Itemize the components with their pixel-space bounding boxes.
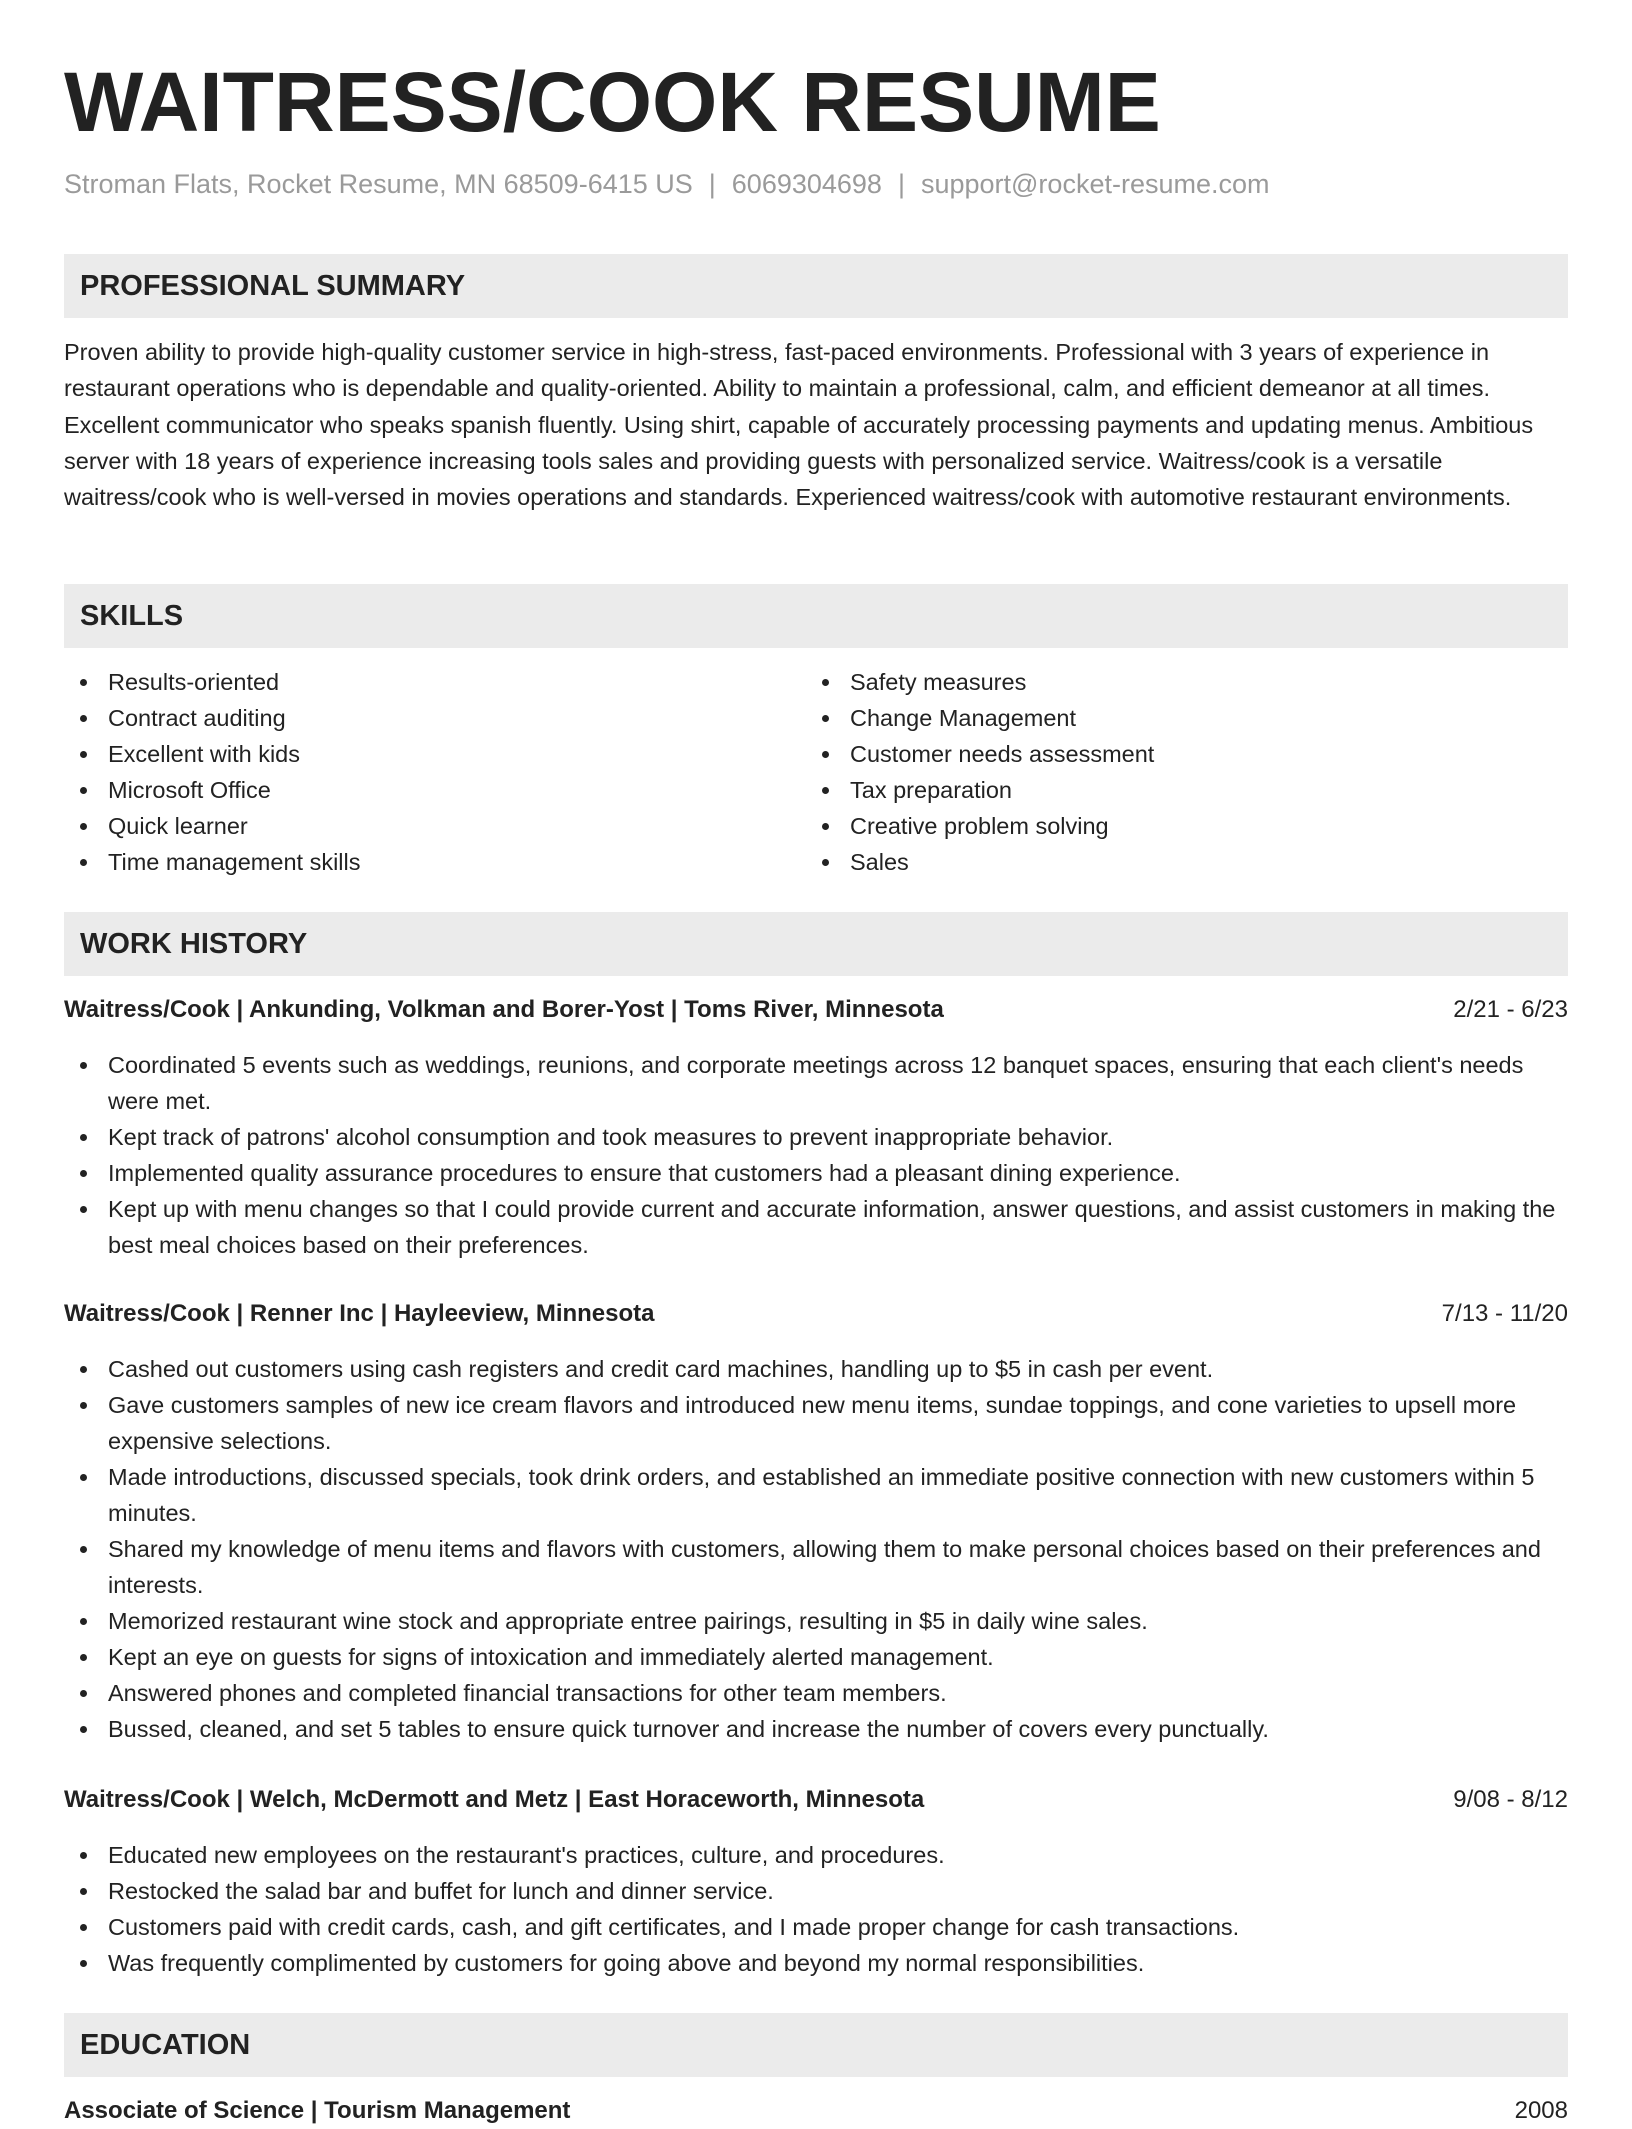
summary-text: Proven ability to provide high-quality customer service in high-stress, fast-paced environments. Professional with 3 years of experience in restaurant operations who is dependable and quality-oriented. Ability to maintain a professional, calm, and efficient demeanor at all times. Excellent communicator who speaks spanish fluently. Using shirt, capable of accurately processing payments and updating menus. Ambitious server with 18 years of experience increasing tools sales and providing guests with personalized service. Waitress/cook is a versatile waitress/cook who is well-versed in movies operations and standards. Experienced waitress/cook with automotive restaurant environments.	[64, 339, 1534, 511]
contact-separator: |	[897, 169, 905, 199]
job-bullet: Kept up with menu changes so that I could provide current and accurate information, answer questions, and assist customers in making the best meal choices based on their preferences.	[64, 1191, 1568, 1263]
skill-item: Customer needs assessment	[806, 736, 1506, 772]
contact-line	[64, 164, 1270, 204]
job-dates: 7/13 - 11/20	[1441, 1300, 1568, 1327]
job-header	[64, 1296, 1568, 1332]
job-title: Waitress/Cook | Renner Inc | Hayleeview, Minnesota	[64, 1300, 655, 1327]
section-header-work-history: WORK HISTORY	[64, 912, 1568, 976]
job-bullets	[64, 1351, 1568, 1747]
resume-title: WAITRESS/COOK RESUME	[64, 55, 1161, 149]
job-bullet: Restocked the salad bar and buffet for lunch and dinner service.	[64, 1873, 1568, 1909]
job-title: Waitress/Cook | Welch, McDermott and Metz | East Horaceworth, Minnesota	[64, 1786, 925, 1813]
job-bullet: Shared my knowledge of menu items and flavors with customers, allowing them to make personal choices based on their preferences and interests.	[64, 1531, 1568, 1603]
skill-item: Safety measures	[806, 664, 1506, 700]
job-bullet: Coordinated 5 events such as weddings, reunions, and corporate meetings across 12 banquet spaces, ensuring that each client's needs were met.	[64, 1047, 1568, 1119]
job-title: Waitress/Cook | Ankunding, Volkman and Borer-Yost | Toms River, Minnesota	[64, 996, 944, 1023]
skill-item: Contract auditing	[64, 700, 764, 736]
skills-column-right	[806, 664, 1506, 880]
education-year: 2008	[1514, 2097, 1568, 2124]
skill-item: Quick learner	[64, 808, 764, 844]
job-bullet: Educated new employees on the restaurant's practices, culture, and procedures.	[64, 1837, 1568, 1873]
job-bullets	[64, 1047, 1568, 1263]
section-header-summary: PROFESSIONAL SUMMARY	[64, 254, 1568, 318]
section-header-skills: SKILLS	[64, 584, 1568, 648]
job-header	[64, 992, 1568, 1028]
job-dates: 9/08 - 8/12	[1453, 1786, 1568, 1813]
contact-phone: 6069304698	[731, 169, 882, 199]
job-bullet: Kept an eye on guests for signs of intoxication and immediately alerted management.	[64, 1639, 1568, 1675]
contact-email: support@rocket-resume.com	[920, 169, 1270, 199]
job-bullet: Bussed, cleaned, and set 5 tables to ensure quick turnover and increase the number of covers every punctually.	[64, 1711, 1568, 1747]
job-bullet: Made introductions, discussed specials, took drink orders, and established an immediate positive connection with new customers within 5 minutes.	[64, 1459, 1568, 1531]
skill-item: Tax preparation	[806, 772, 1506, 808]
job-bullet: Implemented quality assurance procedures to ensure that customers had a pleasant dining experience.	[64, 1155, 1568, 1191]
job-bullet: Memorized restaurant wine stock and appropriate entree pairings, resulting in $5 in daily wine sales.	[64, 1603, 1568, 1639]
section-header-education: EDUCATION	[64, 2013, 1568, 2077]
contact-separator: |	[708, 169, 716, 199]
skill-item: Sales	[806, 844, 1506, 880]
skill-item: Time management skills	[64, 844, 764, 880]
skill-item: Microsoft Office	[64, 772, 764, 808]
job-bullet: Answered phones and completed financial transactions for other team members.	[64, 1675, 1568, 1711]
education-header	[64, 2093, 1568, 2129]
job-header	[64, 1782, 1568, 1818]
education-degree: Associate of Science | Tourism Management	[64, 2097, 571, 2124]
job-bullet: Was frequently complimented by customers for going above and beyond my normal responsibilities.	[64, 1945, 1568, 1981]
job-bullet: Gave customers samples of new ice cream flavors and introduced new menu items, sundae toppings, and cone varieties to upsell more expensive selections.	[64, 1387, 1568, 1459]
skill-item: Excellent with kids	[64, 736, 764, 772]
job-bullet: Kept track of patrons' alcohol consumption and took measures to prevent inappropriate behavior.	[64, 1119, 1568, 1155]
skills-column-left	[64, 664, 764, 880]
skill-item: Results-oriented	[64, 664, 764, 700]
contact-address: Stroman Flats, Rocket Resume, MN 68509-6415 US	[64, 169, 693, 199]
job-bullet: Cashed out customers using cash registers and credit card machines, handling up to $5 in cash per event.	[64, 1351, 1568, 1387]
job-bullet: Customers paid with credit cards, cash, and gift certificates, and I made proper change for cash transactions.	[64, 1909, 1568, 1945]
skill-item: Creative problem solving	[806, 808, 1506, 844]
job-bullets	[64, 1837, 1568, 1981]
skill-item: Change Management	[806, 700, 1506, 736]
job-dates: 2/21 - 6/23	[1453, 996, 1568, 1023]
